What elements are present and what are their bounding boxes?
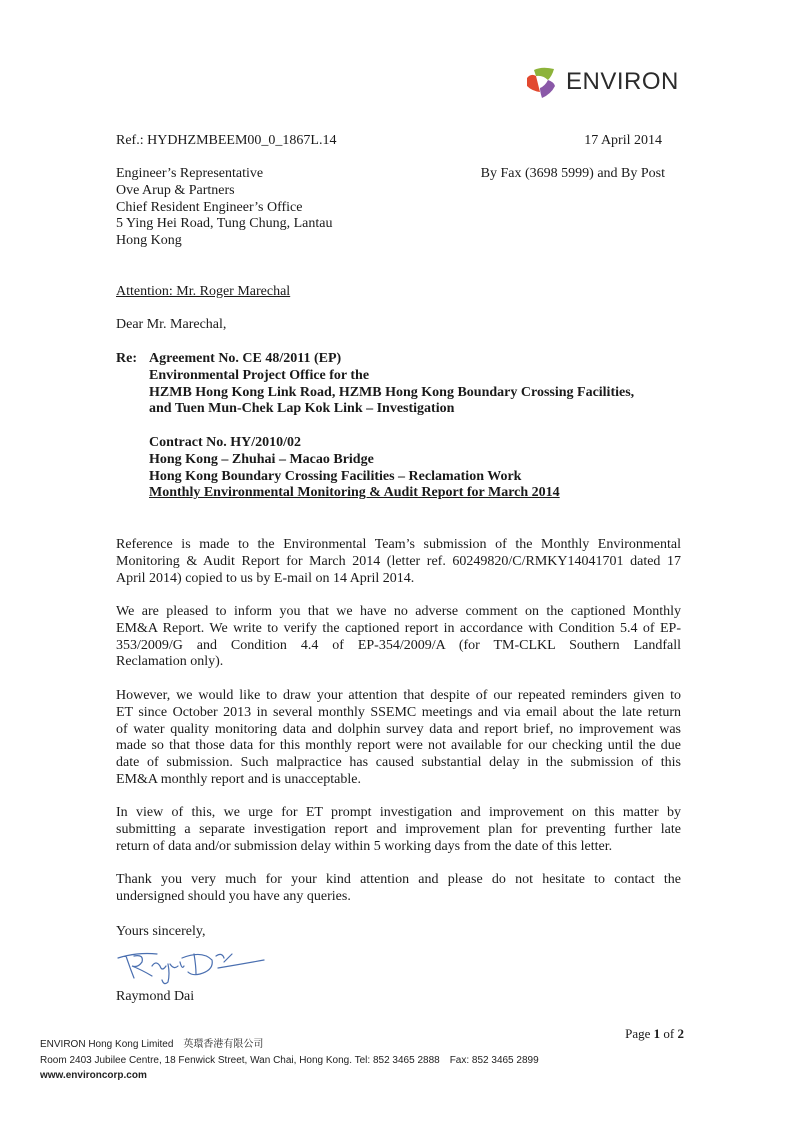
environ-logo-mark-icon (524, 64, 560, 100)
logo-petal-red (527, 75, 540, 92)
subject-line: Hong Kong Boundary Crossing Facilities – Reclamation Work (149, 468, 522, 484)
paragraph-line: ET since October 2013 in several monthly SSEMC meetings and via email about the late return (116, 704, 681, 720)
subject-line: HZMB Hong Kong Link Road, HZMB Hong Kong Boundary Crossing Facilities, (149, 384, 635, 400)
delivery-method: By Fax (3698 5999) and By Post (480, 166, 665, 181)
subject-line: Contract No. HY/2010/02 (149, 434, 302, 450)
recipient-address (116, 166, 333, 250)
paragraph-line: undersigned should you have any queries. (116, 888, 351, 904)
subject-line: and Tuen Mun-Chek Lap Kok Link – Investigation (149, 401, 455, 417)
salutation: Dear Mr. Marechal, (116, 317, 227, 332)
valediction: Yours sincerely, (116, 924, 206, 939)
paragraph-thanks (116, 872, 681, 906)
page-prefix: Page (625, 1026, 654, 1041)
footer-fax: Fax: 852 3465 2899 (449, 1054, 539, 1066)
letterhead-footer (40, 1037, 539, 1084)
paragraph-line: In view of this, we urge for ET prompt investigation and improvement on this matter by (116, 805, 681, 820)
page-current: 1 (653, 1026, 661, 1041)
letter-date: 17 April 2014 (584, 133, 662, 148)
paragraph-reference (116, 537, 681, 587)
environ-logo (524, 64, 679, 100)
logo-petal-green (534, 68, 554, 80)
paragraph-line: EM&A monthly report and is unacceptable. (116, 771, 361, 787)
paragraph-line: of water quality monitoring data and dolphin survey data and report brief, no improvement was (116, 721, 681, 737)
footer-website-link[interactable]: www.environcorp.com (40, 1070, 147, 1081)
paragraph-concern (116, 688, 681, 789)
paragraph-line: date of submission. Such malpractice has caused substantial delay in the submission of this (116, 755, 681, 771)
footer-company: ENVIRON Hong Kong Limited (40, 1039, 174, 1050)
page-number (625, 1026, 684, 1043)
footer-company-line (40, 1037, 539, 1053)
recipient-line: 5 Ying Hei Road, Tung Chung, Lantau (116, 216, 333, 232)
paragraph-line: made so that those data for this monthly report were not available for our checking until the due (116, 738, 681, 754)
subject-line: Agreement No. CE 48/2011 (EP) (149, 351, 342, 366)
paragraph-line: April 2014) copied to us by E-mail on 14 April 2014. (116, 570, 415, 586)
recipient-line: Chief Resident Engineer’s Office (116, 199, 303, 215)
footer-address-line (40, 1053, 539, 1069)
handwritten-signature (112, 938, 272, 986)
reference-number: Ref.: HYDHZMBEEM00_0_1867L.14 (116, 133, 337, 148)
subject-label: Re: (116, 351, 137, 366)
page-of: of (660, 1026, 678, 1041)
footer-address: Room 2403 Jubilee Centre, 18 Fenwick Street, Wan Chai, Hong Kong. Tel: 852 3465 2888 (40, 1054, 440, 1066)
page-total: 2 (677, 1026, 684, 1041)
paragraph-line: EM&A Report. We write to verify the captioned report in accordance with Condition 5.4 of EP- (116, 620, 681, 636)
logo-petal-purple (540, 80, 555, 98)
paragraph-line: Thank you very much for your kind attention and please do not hesitate to contact the (116, 872, 681, 887)
paragraph-request (116, 805, 681, 855)
paragraph-line: Reclamation only). (116, 654, 224, 670)
recipient-line: Ove Arup & Partners (116, 182, 235, 198)
paragraph-no-adverse-comment (116, 604, 681, 671)
subject-line: Environmental Project Office for the (149, 367, 370, 383)
subject-line: Hong Kong – Zhuhai – Macao Bridge (149, 451, 374, 467)
footer-company-chinese: 英環香港有限公司 (183, 1039, 264, 1050)
signature-icon (112, 938, 272, 986)
paragraph-line: We are pleased to inform you that we have no adverse comment on the captioned Monthly (116, 604, 681, 619)
report-title: Monthly Environmental Monitoring & Audit Report for March 2014 (149, 485, 560, 501)
paragraph-line: submitting a separate investigation report and improvement plan for preventing further late (116, 821, 681, 837)
paragraph-line: 353/2009/G and Condition 4.4 of EP-354/2009/A (for TM-CLKL Southern Landfall (116, 637, 681, 653)
recipient-line: Hong Kong (116, 233, 182, 249)
paragraph-line: Monitoring & Audit Report for March 2014 (letter ref. 60249820/C/RMKY14041701 dated 17 (116, 553, 681, 569)
logo-wordmark: ENVIRON (566, 68, 679, 95)
paragraph-line: Reference is made to the Environmental Team’s submission of the Monthly Environmental (116, 537, 681, 552)
attention-line: Attention: Mr. Roger Marechal (116, 284, 291, 299)
subject-block (149, 351, 634, 502)
signer-name: Raymond Dai (116, 989, 195, 1004)
recipient-line: Engineer’s Representative (116, 166, 264, 181)
paragraph-line: return of data and/or submission delay within 5 working days from the date of this letter. (116, 838, 613, 854)
paragraph-line: However, we would like to draw your attention that despite of our repeated reminders given to (116, 688, 681, 703)
